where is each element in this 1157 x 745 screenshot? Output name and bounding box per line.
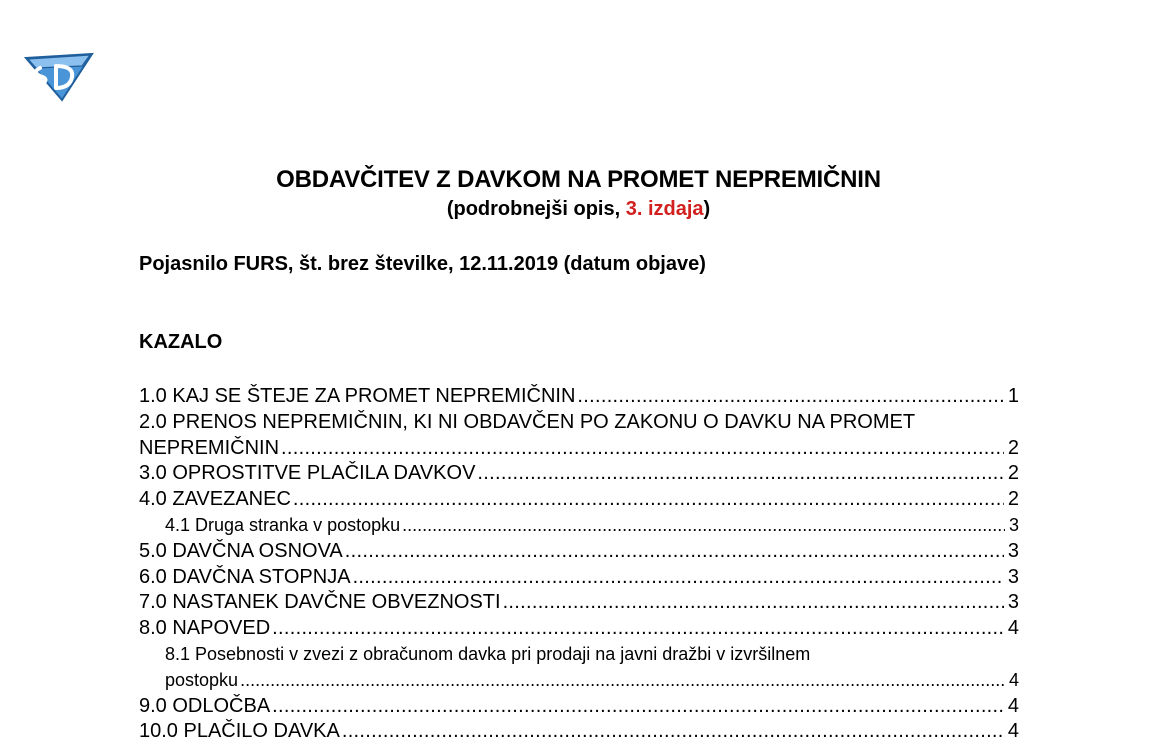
toc-entry-label: NEPREMIČNIN <box>139 436 280 459</box>
toc-entry-2-line1[interactable] <box>139 410 1019 436</box>
toc-leader-dots <box>272 694 1004 720</box>
toc-leader-dots <box>240 668 1005 694</box>
toc-leader-dots <box>281 436 1004 462</box>
toc-entry-label: 9.0 ODLOČBA <box>139 694 271 717</box>
toc-entry-page: 3 <box>1007 565 1019 588</box>
sd-shield-logo-icon <box>22 48 96 104</box>
edition-label: 3. izdaja <box>625 198 704 220</box>
toc-entry-page: 1 <box>1007 385 1019 407</box>
toc-entry-4[interactable] <box>139 487 1019 513</box>
toc-leader-dots <box>272 616 1004 642</box>
toc-entry-label: 1.0 KAJ SE ŠTEJE ZA PROMET NEPREMIČNIN <box>139 385 576 407</box>
toc-entry-6[interactable] <box>139 565 1019 591</box>
table-of-contents <box>139 384 1019 745</box>
toc-entry-8-1[interactable] <box>139 668 1019 694</box>
toc-entry-page: 4 <box>1007 694 1019 717</box>
toc-leader-dots <box>293 487 1004 513</box>
toc-entry-label: 10.0 PLAČILO DAVKA <box>139 720 340 743</box>
toc-entry-5[interactable] <box>139 539 1019 565</box>
toc-leader-dots <box>503 590 1004 616</box>
toc-entry-page: 4 <box>1008 669 1019 690</box>
toc-entry-label: 5.0 DAVČNA OSNOVA <box>139 539 343 562</box>
toc-entry-label: postopku <box>165 669 239 690</box>
toc-entry-4-1[interactable] <box>139 513 1019 539</box>
toc-entry-1[interactable] <box>139 384 1019 410</box>
subtitle-open: (podrobnejši opis, <box>446 198 626 220</box>
toc-entry-page: 3 <box>1007 539 1019 562</box>
toc-entry-label: 4.0 ZAVEZANEC <box>139 488 291 511</box>
toc-entry-label: 6.0 DAVČNA STOPNJA <box>139 565 351 588</box>
subtitle-close: ) <box>703 198 711 220</box>
toc-entry-label: 7.0 NASTANEK DAVČNE OBVEZNOSTI <box>139 591 501 614</box>
toc-entry-10[interactable] <box>139 719 1019 745</box>
toc-leader-dots <box>577 384 1003 410</box>
toc-entry-label: 2.0 PRENOS NEPREMIČNIN, KI NI OBDAVČEN PO ZAKONU O DAVKU NA PROMET <box>139 410 916 433</box>
toc-heading: KAZALO <box>139 331 223 353</box>
toc-leader-dots <box>402 513 1005 539</box>
toc-leader-dots <box>353 565 1004 591</box>
explanation-reference: Pojasnilo FURS, št. brez številke, 12.11.2019 (datum objave) <box>139 253 706 275</box>
toc-entry-page: 2 <box>1007 488 1019 511</box>
toc-leader-dots <box>345 539 1004 565</box>
document-title: OBDAVČITEV Z DAVKOM NA PROMET NEPREMIČNIN <box>276 166 881 193</box>
toc-entry-8[interactable] <box>139 616 1019 642</box>
toc-entry-page: 3 <box>1007 591 1019 614</box>
toc-entry-2[interactable] <box>139 436 1019 462</box>
toc-entry-page: 2 <box>1007 436 1019 459</box>
toc-entry-label: 3.0 OPROSTITVE PLAČILA DAVKOV <box>139 462 476 485</box>
toc-entry-label: 8.1 Posebnosti v zvezi z obračunom davka pri prodaji na javni dražbi v izvršilnem <box>165 643 811 664</box>
toc-entry-page: 4 <box>1007 720 1019 743</box>
document-subtitle <box>0 198 1157 221</box>
toc-entry-label: 8.0 NAPOVED <box>139 617 271 640</box>
toc-leader-dots <box>477 461 1003 487</box>
toc-entry-page: 4 <box>1007 617 1019 640</box>
toc-entry-3[interactable] <box>139 461 1019 487</box>
toc-entry-8-1-line1[interactable] <box>139 642 1019 668</box>
toc-entry-page: 3 <box>1008 514 1019 535</box>
toc-entry-page: 2 <box>1007 462 1019 485</box>
toc-leader-dots <box>342 719 1004 745</box>
toc-entry-9[interactable] <box>139 694 1019 720</box>
toc-entry-label: 4.1 Druga stranka v postopku <box>165 514 401 535</box>
toc-entry-7[interactable] <box>139 590 1019 616</box>
